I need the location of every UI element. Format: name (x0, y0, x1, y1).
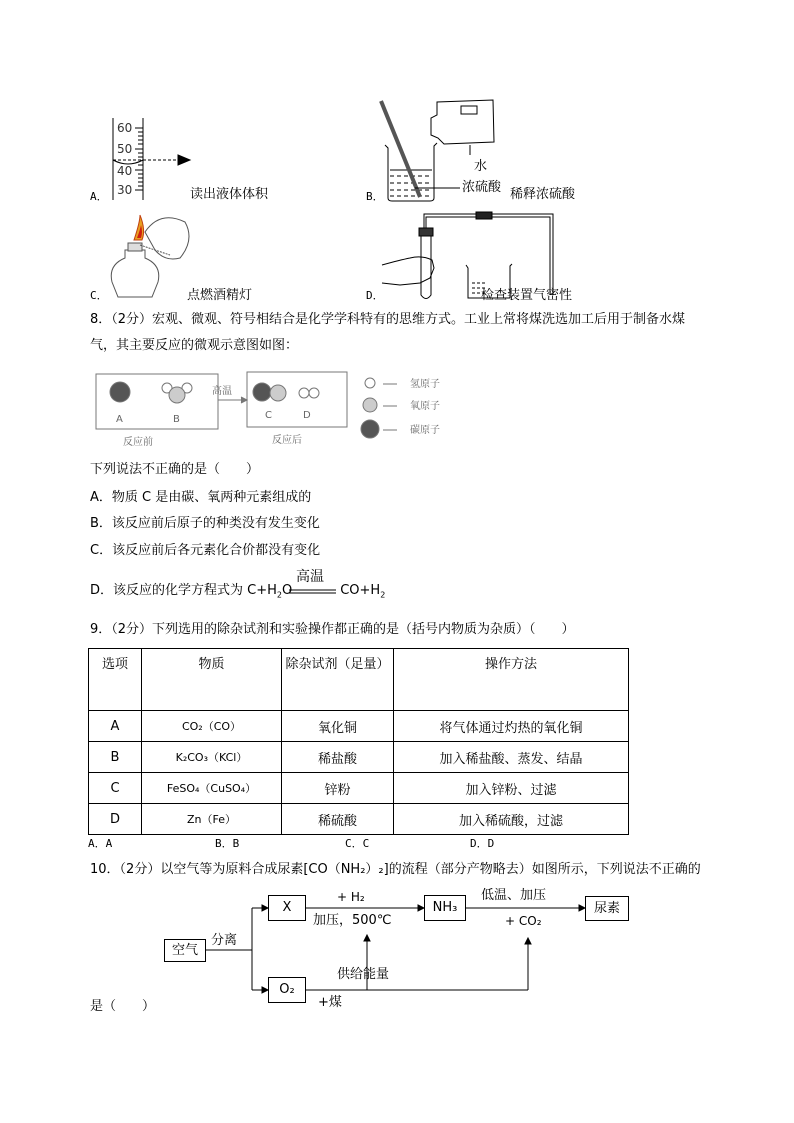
eq-o: O (281, 583, 293, 598)
table-row (89, 804, 629, 835)
arrow-label: 高温 (212, 386, 232, 397)
q10-stem-end: 是（ ） (90, 999, 156, 1014)
q9-answer-d: D．D (470, 837, 495, 850)
molecule-a-label: A (116, 414, 123, 425)
q8-stem-line2: 气，其主要反应的微观示意图如图： (90, 338, 299, 353)
cell: 将气体通过灼热的氧化铜 (394, 711, 629, 742)
cell: 锌粉 (282, 773, 394, 804)
flow-x-box: X (268, 895, 306, 921)
scale-40: 40 (117, 164, 133, 178)
flow-o2-box: O₂ (268, 977, 306, 1003)
alcohol-lamp-figure (111, 215, 189, 297)
legend-hydrogen: 氢原子 (410, 379, 440, 390)
q7-option-b-letter: B． (366, 190, 384, 203)
q7-option-d-letter: D． (366, 289, 384, 302)
table-row (89, 773, 629, 804)
q8-option-a: A．物质 C 是由碳、氧两种元素组成的 (90, 490, 312, 505)
table-row (89, 711, 629, 742)
flow-coal: +煤 (318, 995, 342, 1010)
airtightness-figure (382, 212, 553, 299)
q8-stem-line1: 8．（2分）宏观、微观、符号相结合是化学学科特有的思维方式。工业上常将煤洗选加工后用于制备水煤 (90, 312, 686, 327)
q9-answer-b: B．B (215, 837, 240, 850)
q9-stem: 9．（2分）下列选用的除杂试剂和实验操作都正确的是（括号内物质为杂质）（ ） (90, 622, 575, 637)
scale-60: 60 (117, 121, 133, 135)
header-reagent: 除杂试剂（足量） (282, 649, 394, 711)
micro-reaction-diagram (96, 372, 397, 438)
molecule-c-label: C (265, 410, 272, 421)
q10-stem: 10．（2分）以空气等为原料合成尿素[CO（NH₂）₂]的流程（部分产物略去）如图所示，下列说法不正确的 (90, 862, 701, 877)
flow-separate: 分离 (211, 933, 238, 948)
flow-cond2: 低温、加压 (481, 888, 547, 903)
flow-nh3-box: NH₃ (424, 895, 466, 921)
q7-option-a-letter: A． (90, 190, 108, 203)
q9-table (88, 648, 629, 835)
cell: 稀盐酸 (282, 742, 394, 773)
q7-option-d-caption: 检查装置气密性 (481, 288, 573, 303)
scale-50: 50 (117, 142, 133, 156)
cell: CO₂（CO） (142, 711, 282, 742)
flow-plus-co2: + CO₂ (505, 914, 542, 928)
molecule-b-label: B (173, 414, 180, 425)
q7-option-b-caption: 稀释浓硫酸 (510, 187, 576, 202)
before-label: 反应前 (123, 437, 153, 448)
cell: Zn（Fe） (142, 804, 282, 835)
molecule-d-label: D (303, 410, 311, 421)
eq-condition: 高温 (296, 569, 324, 585)
table-row (89, 742, 629, 773)
label-water: 水 (474, 159, 488, 174)
legend-carbon: 碳原子 (410, 425, 440, 436)
cell: 加入稀硫酸，过滤 (394, 804, 629, 835)
flow-air-box: 空气 (164, 939, 206, 962)
q9-answer-c: C．C (345, 837, 370, 850)
q8-option-d (90, 583, 385, 604)
q7-option-c-caption: 点燃酒精灯 (187, 288, 253, 303)
cell: B (89, 742, 142, 773)
eq-sub2: 2 (380, 590, 386, 600)
header-option: 选项 (89, 649, 142, 711)
cell: C (89, 773, 142, 804)
cell: 加入锌粉、过滤 (394, 773, 629, 804)
cell: D (89, 804, 142, 835)
table-header-row (89, 649, 629, 711)
cell: 氧化铜 (282, 711, 394, 742)
legend-oxygen: 氧原子 (410, 401, 440, 412)
q8-option-b: B．该反应前后原子的种类没有发生变化 (90, 516, 320, 531)
cell: K₂CO₃（KCl） (142, 742, 282, 773)
flow-plus-h2: + H₂ (337, 890, 365, 904)
q8-question: 下列说法不正确的是（ ） (90, 462, 260, 477)
cell: FeSO₄（CuSO₄） (142, 773, 282, 804)
cell: A (89, 711, 142, 742)
after-label: 反应后 (272, 435, 302, 446)
scale-30: 30 (117, 183, 133, 197)
header-method: 操作方法 (394, 649, 629, 711)
header-substance: 物质 (142, 649, 282, 711)
q8-option-c: C．该反应前后各元素化合价都没有变化 (90, 543, 321, 558)
flow-urea-box: 尿素 (585, 896, 629, 921)
flow-energy: 供给能量 (337, 967, 390, 982)
eq-sub: 2 (276, 590, 282, 600)
q7-option-a-caption: 读出液体体积 (190, 187, 269, 202)
flow-cond1: 加压，500℃ (313, 913, 392, 928)
cell: 稀硫酸 (282, 804, 394, 835)
eq-left: D．该反应的化学方程式为 C+H (90, 583, 277, 598)
label-conc-acid: 浓硫酸 (462, 180, 502, 195)
cell: 加入稀盐酸、蒸发、结晶 (394, 742, 629, 773)
q7-option-c-letter: C． (90, 289, 108, 302)
q9-answer-a: A．A (88, 837, 113, 850)
eq-right: CO+H (340, 583, 381, 598)
